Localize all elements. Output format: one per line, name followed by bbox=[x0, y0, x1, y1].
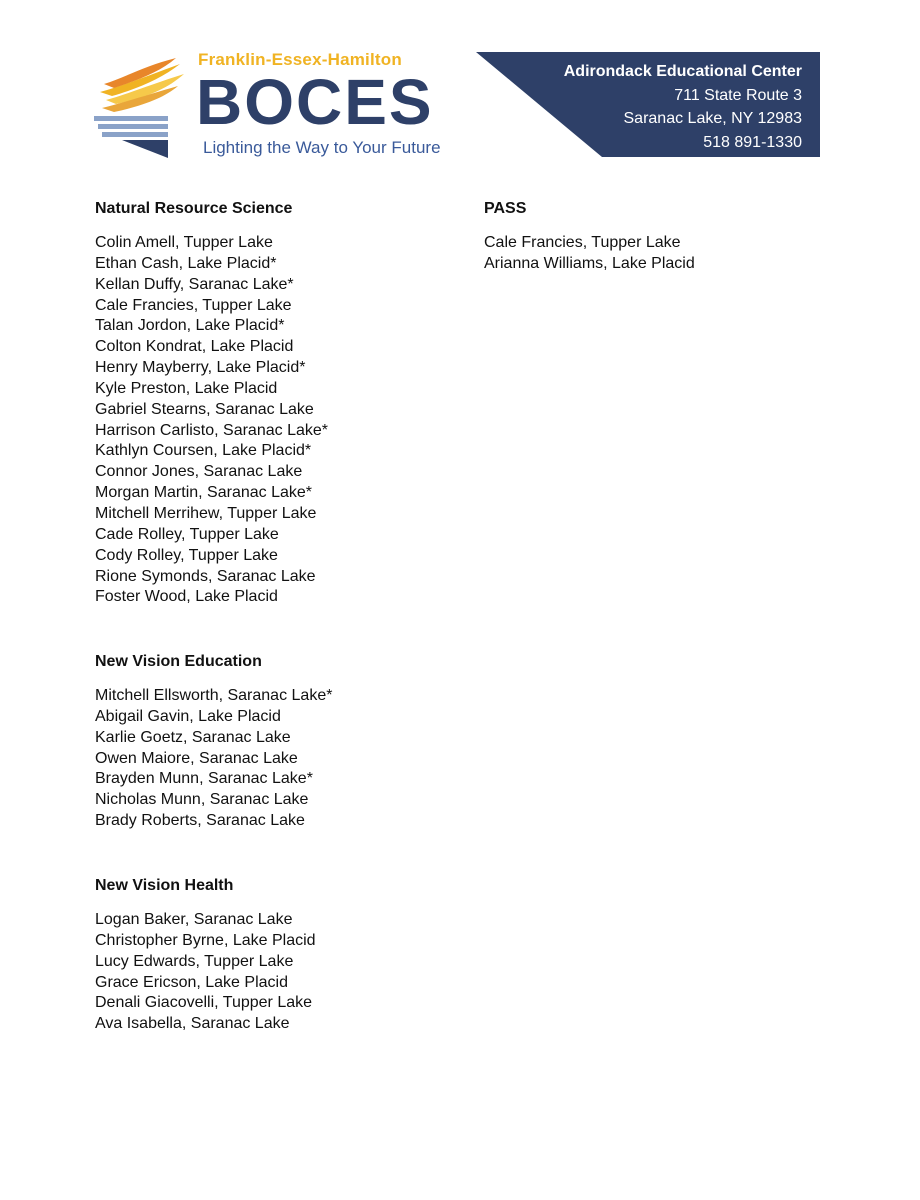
list-item: Colton Kondrat, Lake Placid bbox=[95, 338, 294, 356]
phone-number: 518 891-1330 bbox=[703, 133, 802, 151]
list-item: Harrison Carlisto, Saranac Lake* bbox=[95, 421, 328, 439]
section-pass bbox=[484, 199, 695, 275]
list-item: Mitchell Merrihew, Tupper Lake bbox=[95, 504, 317, 522]
list-item: Cade Rolley, Tupper Lake bbox=[95, 525, 279, 543]
list-item: Christopher Byrne, Lake Placid bbox=[95, 931, 316, 949]
list-item: Ethan Cash, Lake Placid* bbox=[95, 254, 277, 272]
section-title: New Vision Health bbox=[95, 877, 234, 894]
list-item: Henry Mayberry, Lake Placid* bbox=[95, 359, 306, 377]
section-natural-resource-science bbox=[95, 199, 328, 608]
list-item: Talan Jordon, Lake Placid* bbox=[95, 317, 285, 335]
section-title: Natural Resource Science bbox=[95, 200, 293, 217]
city-state-zip: Saranac Lake, NY 12983 bbox=[623, 110, 802, 127]
list-item: Foster Wood, Lake Placid bbox=[95, 588, 278, 606]
list-item: Cale Francies, Tupper Lake bbox=[95, 296, 292, 314]
org-name: BOCES bbox=[196, 66, 434, 138]
list-item: Ava Isabella, Saranac Lake bbox=[95, 1015, 290, 1033]
list-item: Logan Baker, Saranac Lake bbox=[95, 911, 293, 928]
list-item: Brady Roberts, Saranac Lake bbox=[95, 812, 305, 830]
list-item: Nicholas Munn, Saranac Lake bbox=[95, 791, 309, 809]
section-new-vision-education bbox=[95, 652, 332, 832]
list-item: Rione Symonds, Saranac Lake bbox=[95, 567, 316, 585]
section-new-vision-health bbox=[95, 876, 316, 1035]
list-item: Cale Francies, Tupper Lake bbox=[484, 234, 681, 251]
tagline: Lighting the Way to Your Future bbox=[203, 138, 441, 157]
list-item: Kyle Preston, Lake Placid bbox=[95, 379, 278, 397]
list-item: Morgan Martin, Saranac Lake* bbox=[95, 484, 312, 502]
list-item: Connor Jones, Saranac Lake bbox=[95, 463, 303, 481]
section-title: PASS bbox=[484, 200, 527, 217]
student-list bbox=[95, 686, 332, 832]
list-item: Colin Amell, Tupper Lake bbox=[95, 234, 273, 251]
list-item: Grace Ericson, Lake Placid bbox=[95, 973, 288, 991]
boces-logo bbox=[92, 46, 452, 164]
street-address: 711 State Route 3 bbox=[674, 86, 802, 104]
center-name: Adirondack Educational Center bbox=[563, 63, 802, 80]
list-item: Kellan Duffy, Saranac Lake* bbox=[95, 275, 294, 293]
list-item: Denali Giacovelli, Tupper Lake bbox=[95, 994, 313, 1012]
list-item: Lucy Edwards, Tupper Lake bbox=[95, 952, 294, 970]
list-item: Owen Maiore, Saranac Lake bbox=[95, 749, 298, 767]
student-list bbox=[95, 910, 316, 1035]
torch-logo-icon bbox=[92, 58, 192, 158]
student-list bbox=[484, 233, 695, 275]
list-item: Abigail Gavin, Lake Placid bbox=[95, 707, 281, 725]
org-line: Franklin-Essex-Hamilton bbox=[198, 50, 402, 69]
list-item: Arianna Williams, Lake Placid bbox=[484, 254, 695, 272]
list-item: Karlie Goetz, Saranac Lake bbox=[95, 728, 291, 746]
list-item: Brayden Munn, Saranac Lake* bbox=[95, 770, 313, 788]
list-item: Mitchell Ellsworth, Saranac Lake* bbox=[95, 687, 333, 704]
list-item: Kathlyn Coursen, Lake Placid* bbox=[95, 442, 312, 460]
section-title: New Vision Education bbox=[95, 653, 262, 670]
list-item: Gabriel Stearns, Saranac Lake bbox=[95, 400, 314, 418]
address-banner bbox=[476, 52, 820, 157]
list-item: Cody Rolley, Tupper Lake bbox=[95, 546, 278, 564]
student-list bbox=[95, 233, 328, 608]
